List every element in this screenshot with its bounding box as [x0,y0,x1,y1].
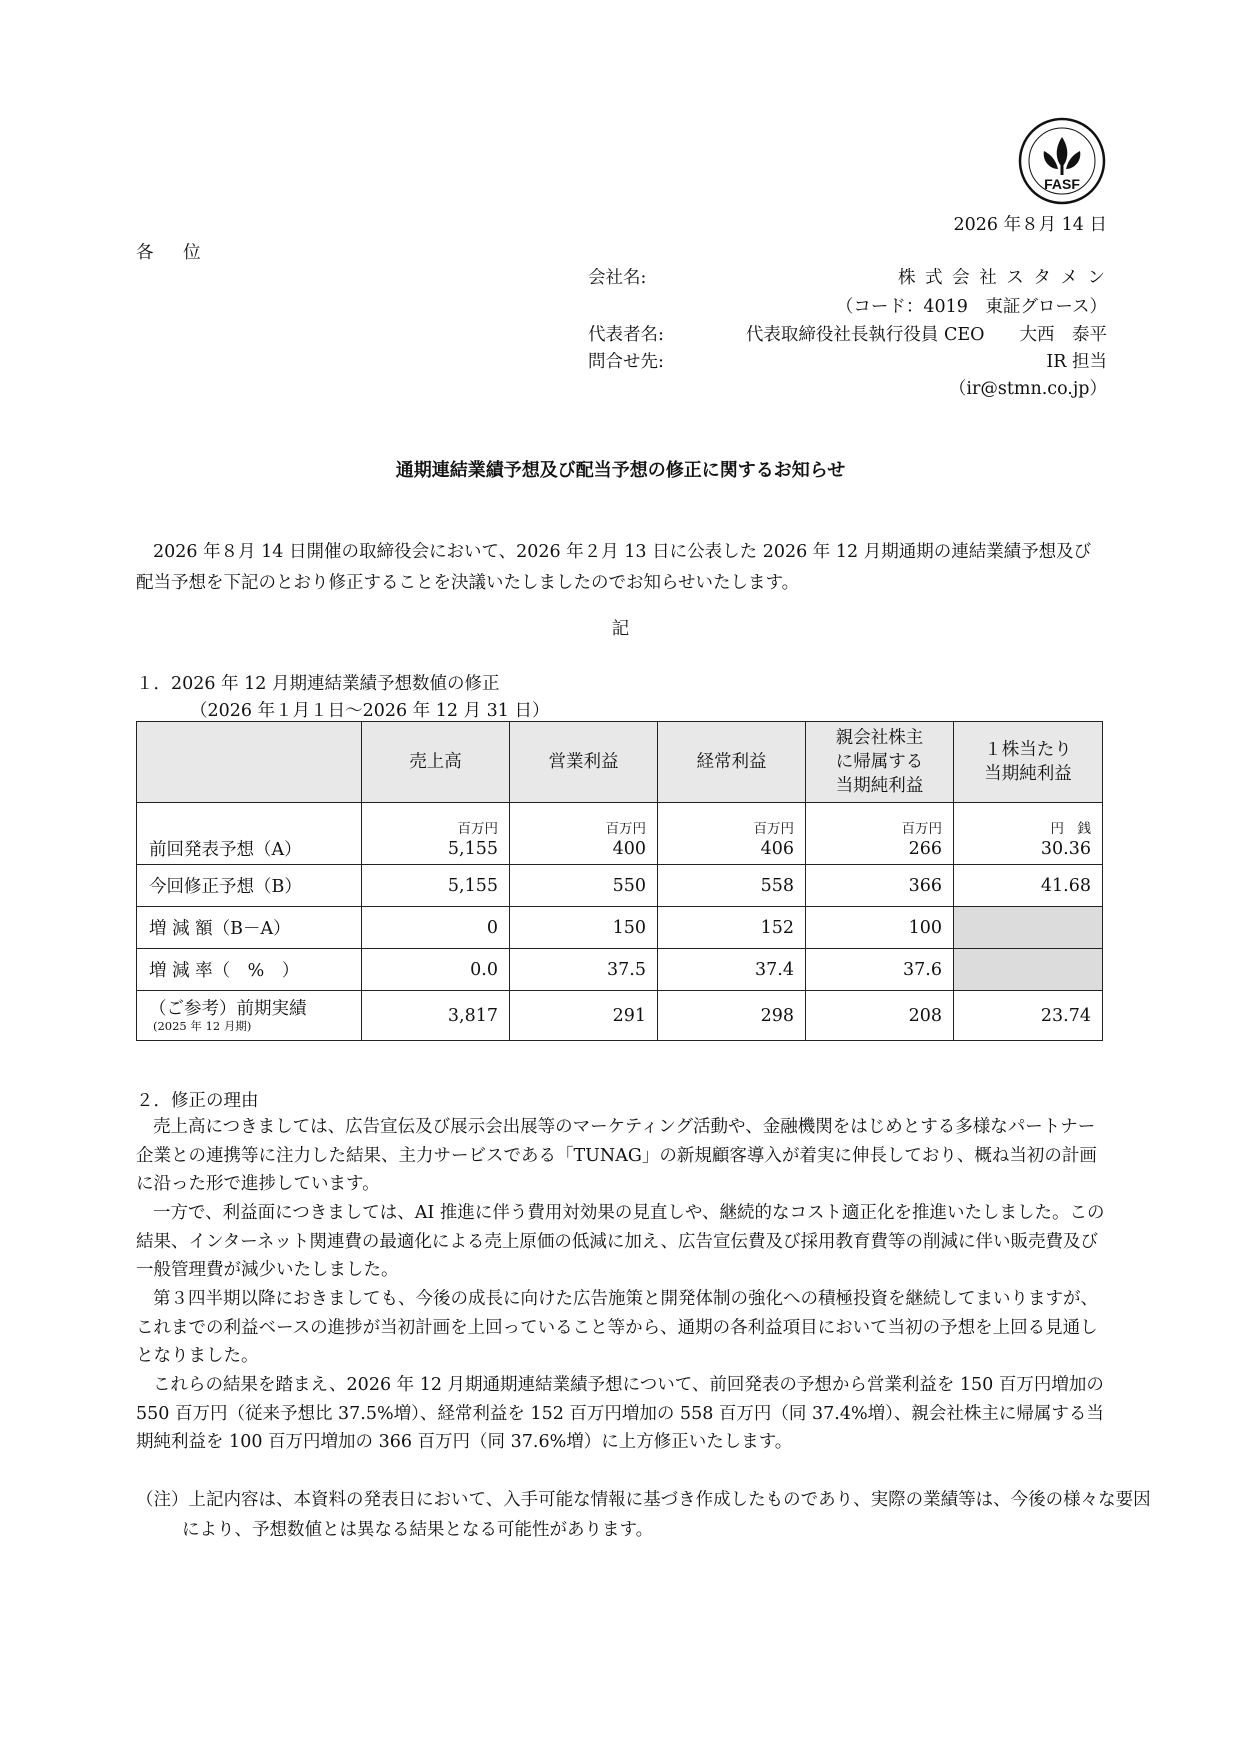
header-eps-line1: １株当たり [984,740,1072,760]
fasf-logo [1018,117,1106,205]
cell-value: 37.5 [510,949,658,991]
cell-value: 208 [806,991,954,1041]
cell-value: 37.4 [658,949,806,991]
reason-paragraph-1: 売上高につきましては、広告宣伝及び展示会出展等のマーケティング活動や、金融機関をはじめとする多様なパートナー企業との連携等に注力した結果、主力サービスである「TUNAG」の新規顧客導入が着実に伸長しており、概ね当初の計画に沿った形で進捗しています。 [136,1117,1097,1195]
table-row [137,949,1103,991]
header-ordinary-profit: 経常利益 [658,722,806,803]
unit-label: 円 銭 [1050,821,1091,837]
ki-marker: 記 [611,619,630,639]
reason-paragraph-2: 一方で、利益面につきましては、AI 推進に伴う費用対効果の見直しや、継続的なコスト適正化を推進いたしました。この結果、インターネット関連費の最適化による売上原価の低減に加え、広告宣伝費及び採用教育費等の削減に伴い販売費及び一般管理費が減少いたしました。 [136,1203,1105,1281]
cell-value: 41.68 [954,865,1103,907]
table-row [137,907,1103,949]
reason-paragraph-4: これらの結果を踏まえ、2026 年 12 月期通期連結業績予想について、前回発表の予想から営業利益を 150 百万円増加の 550 百万円（従来予想比 37.5%増）、経常利益を 152 百万円増加の 558 百万円（同 37.4%増）、親会社株主に帰属する当期純利益を 100 百万円増加の 366 百万円（同 37.6%増）に上方修正いたします。 [136,1375,1104,1453]
cell-value: 0 [362,907,510,949]
cell-value: 550 [510,865,658,907]
cell-value: 400 [612,839,646,859]
header-blank [137,722,362,803]
table-cell [510,803,658,865]
contact-label: 問合せ先: [588,352,664,372]
row-label: 増 減 額（B－A） [137,907,362,949]
representative-name: 代表取締役社長執行役員 CEO 大西 泰平 [745,325,1107,345]
unit-label: 百万円 [457,821,498,837]
cell-value: 150 [510,907,658,949]
logo-wordmark: FASF [1044,176,1080,192]
table-header-row [137,722,1103,803]
company-name: 株 式 会 社 ス タ メ ン [898,268,1107,288]
unit-label: 百万円 [753,821,794,837]
header-eps [954,722,1103,803]
header-sales: 売上高 [362,722,510,803]
document-date: 2026 年８月 14 日 [953,215,1107,235]
header-net-income-line3: 当期純利益 [835,776,924,796]
cell-value: 291 [510,991,658,1041]
contact-name: IR 担当 [1046,352,1107,372]
row-label-main: （ご参考）前期実績 [149,999,307,1019]
addressee: 各 位 [136,243,213,263]
header-net-income-line2: に帰属する [835,752,924,772]
header-net-income-line1: 親会社株主 [835,728,924,748]
cell-value: 366 [806,865,954,907]
contact-email: （ir@stmn.co.jp） [948,379,1107,399]
document-title: 通期連結業績予想及び配当予想の修正に関するお知らせ [395,460,846,481]
row-label: 今回修正予想（B） [137,865,362,907]
row-label: 前回発表予想（A） [137,803,362,865]
blank-cell [954,949,1103,991]
cell-value: 298 [658,991,806,1041]
cell-value: 37.6 [806,949,954,991]
header-net-income [806,722,954,803]
reason-paragraph-3: 第３四半期以降におきましても、今後の成長に向けた広告施策と開発体制の強化への積極投資を継続してまいりますが、これまでの利益ベースの進捗が当初計画を上回っていること等から、通期の各利益項目において当初の予想を上回る見通しとなりました。 [136,1289,1098,1367]
table-cell [806,803,954,865]
forecast-table [136,721,1103,1041]
cell-value: 5,155 [362,865,510,907]
company-label: 会社名: [588,268,647,288]
row-label [137,991,362,1041]
unit-label: 百万円 [901,821,942,837]
table-cell [954,803,1103,865]
section1-period: （2026 年１月１日～2026 年 12 月 31 日） [190,701,550,721]
blank-cell [954,907,1103,949]
cell-value: 30.36 [1040,839,1091,859]
section1-heading: １．2026 年 12 月期連結業績予想数値の修正 [136,674,500,694]
cell-value: 152 [658,907,806,949]
representative-label: 代表者名: [588,325,664,345]
header-eps-line2: 当期純利益 [984,764,1072,784]
header-operating-profit: 営業利益 [510,722,658,803]
row-label: 増 減 率（ % ） [137,949,362,991]
table-cell [658,803,806,865]
table-row [137,991,1103,1041]
unit-label: 百万円 [605,821,646,837]
intro-paragraph: 2026 年８月 14 日開催の取締役会において、2026 年２月 13 日に公表した 2026 年 12 月期通期の連結業績予想及び配当予想を下記のとおり修正することを決議いたしましたのでお知らせいたします。 [136,542,1092,593]
table-row [137,865,1103,907]
cell-value: 5,155 [447,839,498,859]
cell-value: 100 [806,907,954,949]
cell-value: 266 [908,839,942,859]
cell-value: 3,817 [362,991,510,1041]
table-row [137,803,1103,865]
cell-value: 0.0 [362,949,510,991]
cell-value: 558 [658,865,806,907]
row-label-sub: (2025 年 12 月期) [153,1019,252,1033]
section2-heading: ２．修正の理由 [136,1091,259,1111]
disclaimer-note: （注）上記内容は、本資料の発表日において、入手可能な情報に基づき作成したものであり、実際の業績等は、今後の様々な要因により、予想数値とは異なる結果となる可能性があります。 [136,1490,1151,1540]
cell-value: 406 [760,839,794,859]
table-cell [362,803,510,865]
cell-value: 23.74 [954,991,1103,1041]
company-code: （コード：4019 東証グロース） [835,297,1107,317]
